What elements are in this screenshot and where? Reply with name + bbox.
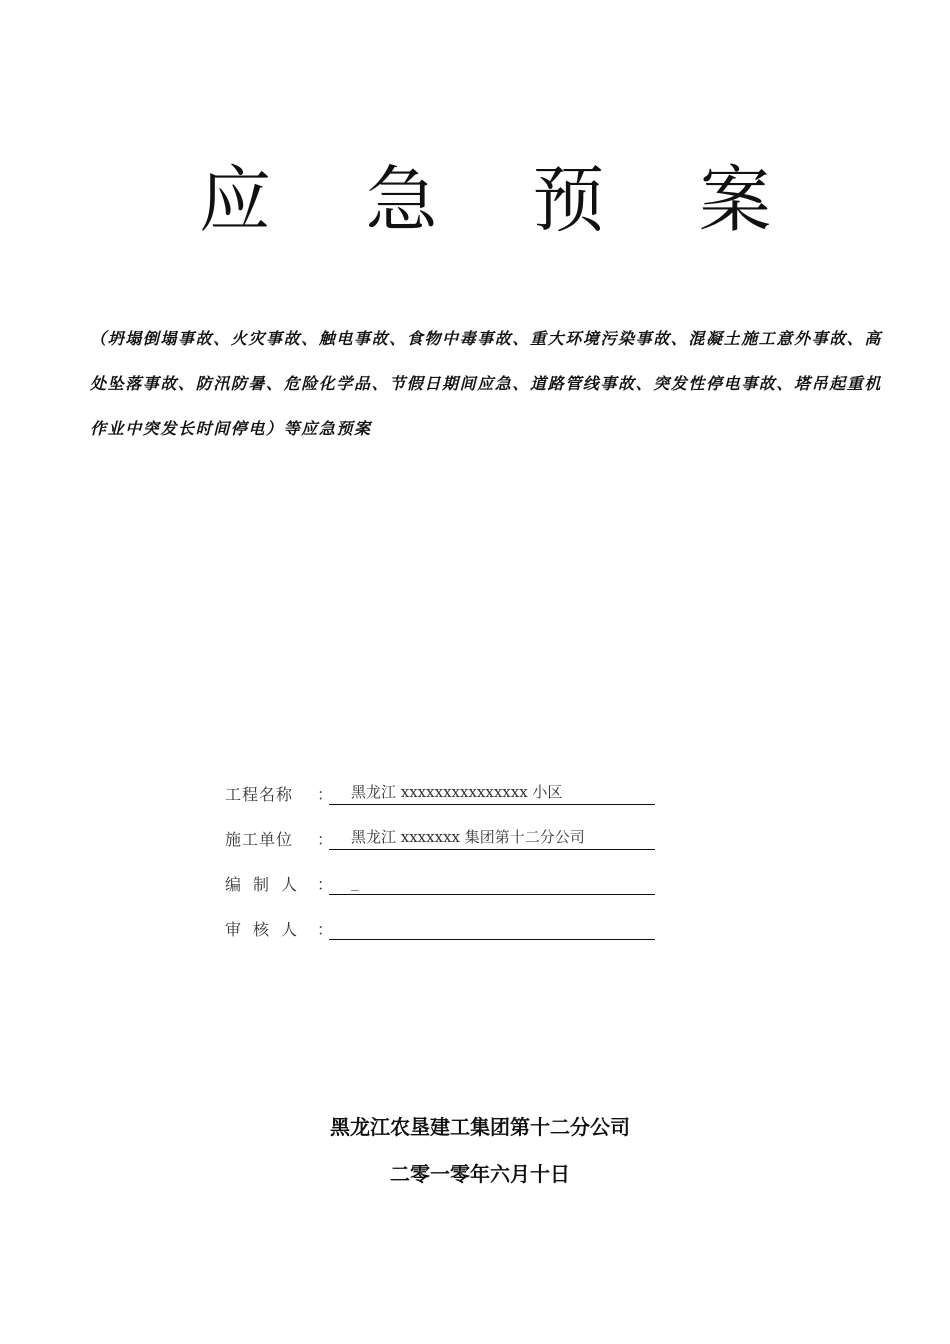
- title-char: 预: [532, 158, 605, 242]
- reviewer-row: [225, 895, 655, 940]
- preparer-row: [225, 850, 655, 895]
- title-char: 急: [365, 158, 438, 242]
- document-title: [195, 160, 775, 240]
- project-name-row: [225, 760, 655, 805]
- document-date: 二零一零年六月十日: [390, 1162, 570, 1186]
- document-subtitle: （坍塌倒塌事故、火灾事故、触电事故、食物中毒事故、重大环境污染事故、混凝土施工意外事故、高处坠落事故、防汛防暑、危险化学品、节假日期间应急、道路管线事故、突发性停电事故、塔吊起重机作业中突发长时间停电）等应急预案: [90, 329, 883, 438]
- field-colon: ：: [317, 875, 334, 894]
- construction-unit-value: 黑龙江 xxxxxxx 集团第十二分公司: [329, 824, 655, 850]
- field-colon: ：: [317, 830, 334, 849]
- preparer-value: _: [329, 869, 655, 895]
- reviewer-value: [329, 914, 655, 940]
- company-name: 黑龙江农垦建工集团第十二分公司: [330, 1115, 630, 1139]
- reviewer-label: 审核人: [225, 920, 310, 939]
- preparer-label: 编制人: [225, 875, 310, 894]
- title-char: 应: [198, 158, 271, 242]
- field-colon: ：: [317, 785, 334, 804]
- construction-unit-row: [225, 805, 655, 850]
- project-name-value: 黑龙江 xxxxxxxxxxxxxxx 小区: [329, 779, 655, 805]
- field-colon: ：: [317, 920, 334, 939]
- project-info-block: [225, 760, 655, 940]
- title-char: 案: [698, 158, 771, 242]
- project-name-label: 工程名称: [225, 785, 294, 804]
- construction-unit-label: 施工单位: [225, 830, 294, 849]
